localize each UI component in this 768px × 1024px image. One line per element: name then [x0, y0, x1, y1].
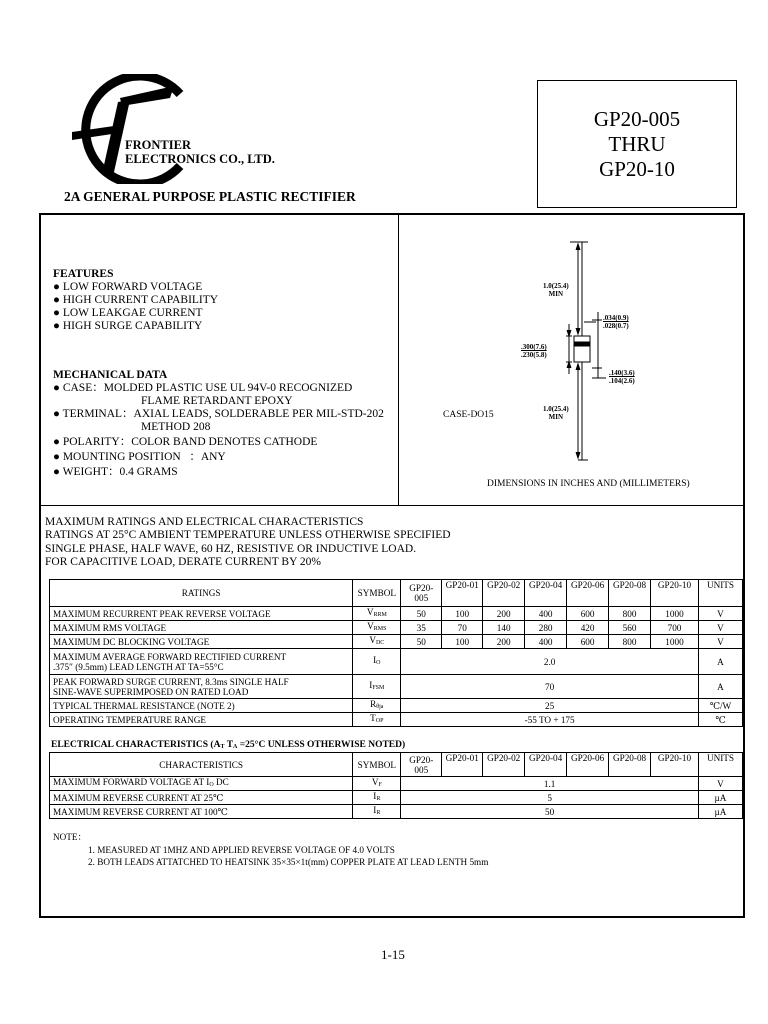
section-divider-vertical — [398, 215, 399, 505]
mechanical-section — [53, 369, 384, 479]
features-heading: FEATURES — [53, 268, 114, 280]
electrical-table — [49, 752, 743, 819]
table-row: MAXIMUM AVERAGE FORWARD RECTIFIED CURRENT .375″ (9.5mm) LEAD LENGTH AT TA=55°C IO 2.0 A — [50, 649, 743, 675]
mech-case: ● CASE：MOLDED PLASTIC USE UL 94V-0 RECOGNIZED — [53, 382, 353, 394]
case-label: CASE-DO15 — [443, 410, 494, 420]
section-divider-horizontal — [41, 505, 743, 506]
table-row: MAXIMUM REVERSE CURRENT AT 25℃ IR 5 µA — [50, 791, 743, 805]
ratings-intro — [45, 516, 451, 570]
feature-item: ● HIGH CURRENT CAPABILITY — [53, 294, 219, 306]
company-line2: ELECTRONICS CO., LTD. — [125, 152, 275, 166]
header-gp20-04: GP20-04 — [525, 580, 567, 607]
table-row: MAXIMUM FORWARD VOLTAGE AT IO DC VF 1.1 V — [50, 777, 743, 791]
part-line1: GP20-005 — [593, 106, 681, 131]
header-gp20-01: GP20-01 — [442, 580, 483, 607]
dim-body-diameter: .140(3.6) .104(2.6) — [609, 369, 635, 385]
mech-terminal: ● TERMINAL：AXIAL LEADS, SOLDERABLE PER MIL-STD-202 — [53, 408, 384, 420]
feature-item: ● LOW LEAKGAE CURRENT — [53, 307, 203, 319]
mechanical-heading: MECHANICAL DATA — [53, 369, 168, 381]
table-row: PEAK FORWARD SURGE CURRENT, 8.3ms SINGLE HALF SINE-WAVE SUPERIMPOSED ON RATED LOAD IFSM 70 A — [50, 675, 743, 699]
company-name — [125, 138, 275, 166]
mech-case-cont: FLAME RETARDANT EPOXY — [141, 395, 293, 407]
header-ratings: RATINGS — [50, 580, 353, 607]
mech-weight: ● WEIGHT：0.4 GRAMS — [53, 466, 178, 478]
header-gp20-02: GP20-02 — [483, 580, 525, 607]
company-line1: FRONTIER — [125, 138, 191, 152]
dim-lead-bottom: 1.0(25.4) MIN — [543, 405, 569, 421]
table-row: MAXIMUM REVERSE CURRENT AT 100℃ IR 50 µA — [50, 805, 743, 819]
elec-char-heading: ELECTRICAL CHARACTERISTICS (AT TA =25°C UNLESS OTHERWISE NOTED) — [51, 740, 406, 750]
header-gp20-10: GP20-10 — [651, 580, 699, 607]
notes-heading: NOTE： — [53, 832, 87, 842]
feature-item: ● HIGH SURGE CAPABILITY — [53, 320, 203, 332]
header-characteristics: CHARACTERISTICS — [50, 753, 353, 777]
features-section — [53, 268, 218, 333]
dim-body-length: .300(7.6) .230(5.8) — [521, 343, 547, 359]
table-row: TYPICAL THERMAL RESISTANCE (NOTE 2) Rθja 25 ℃/W — [50, 699, 743, 713]
do15-package-drawing — [540, 238, 640, 464]
ratings-table — [49, 579, 743, 727]
part-line3: GP20-10 — [599, 156, 675, 181]
header-symbol: SYMBOL — [353, 580, 401, 607]
dimensions-note: DIMENSIONS IN INCHES AND (MILLIMETERS) — [487, 479, 690, 489]
notes-section — [53, 831, 488, 869]
table-row: OPERATING TEMPERATURE RANGE TOP -55 TO + 175 ℃ — [50, 713, 743, 727]
intro-line: RATINGS AT 25°C AMBIENT TEMPERATURE UNLESS OTHERWISE SPECIFIED — [45, 529, 451, 542]
header-gp20-005: GP20- 005 — [401, 580, 442, 607]
header-gp20-005: GP20- 005 — [401, 753, 442, 777]
table-header-row: CHARACTERISTICS SYMBOL GP20- 005 GP20-01 GP20-02 GP20-04 GP20-06 GP20-08 GP20-10 UNITS — [50, 753, 743, 777]
mech-terminal-cont: METHOD 208 — [141, 421, 211, 433]
header-units: UNITS — [698, 580, 742, 607]
dim-lead-diameter: .034(0.9) .028(0.7) — [603, 314, 629, 330]
part-number-box — [537, 80, 737, 208]
table-row: MAXIMUM DC BLOCKING VOLTAGE VDC 50 100 200 400 600 800 1000 V — [50, 635, 743, 649]
intro-line: SINGLE PHASE, HALF WAVE, 60 HZ, RESISTIVE OR INDUCTIVE LOAD. — [45, 542, 417, 555]
intro-line: MAXIMUM RATINGS AND ELECTRICAL CHARACTERISTICS — [45, 516, 364, 528]
page-number: 1-15 — [381, 947, 405, 962]
table-row: MAXIMUM RECURRENT PEAK REVERSE VOLTAGE VRRM 50 100 200 400 600 800 1000 V — [50, 607, 743, 621]
header-symbol: SYMBOL — [353, 753, 401, 777]
table-header-row — [50, 580, 743, 607]
mech-mounting: ● MOUNTING POSITION ：ANY — [53, 451, 226, 463]
header-gp20-08: GP20-08 — [609, 580, 651, 607]
table-row: MAXIMUM RMS VOLTAGE VRMS 35 70 140 280 420 560 700 V — [50, 621, 743, 635]
mech-polarity: ● POLARITY：COLOR BAND DENOTES CATHODE — [53, 436, 318, 448]
feature-item: ● LOW FORWARD VOLTAGE — [53, 281, 203, 293]
part-line2: THRU — [608, 131, 666, 156]
header-gp20-06: GP20-06 — [567, 580, 609, 607]
company-logo — [62, 74, 192, 184]
intro-line: FOR CAPACITIVE LOAD, DERATE CURRENT BY 20% — [45, 556, 321, 569]
note-item: 1. MEASURED AT 1MHZ AND APPLIED REVERSE VOLTAGE OF 4.0 VOLTS — [88, 844, 395, 855]
note-item: 2. BOTH LEADS ATTATCHED TO HEATSINK 35×35×1t(mm) COPPER PLATE AT LEAD LENTH 5mm — [88, 857, 489, 867]
dim-lead-top: 1.0(25.4) MIN — [543, 282, 569, 298]
page-title: 2A GENERAL PURPOSE PLASTIC RECTIFIER — [64, 189, 356, 204]
